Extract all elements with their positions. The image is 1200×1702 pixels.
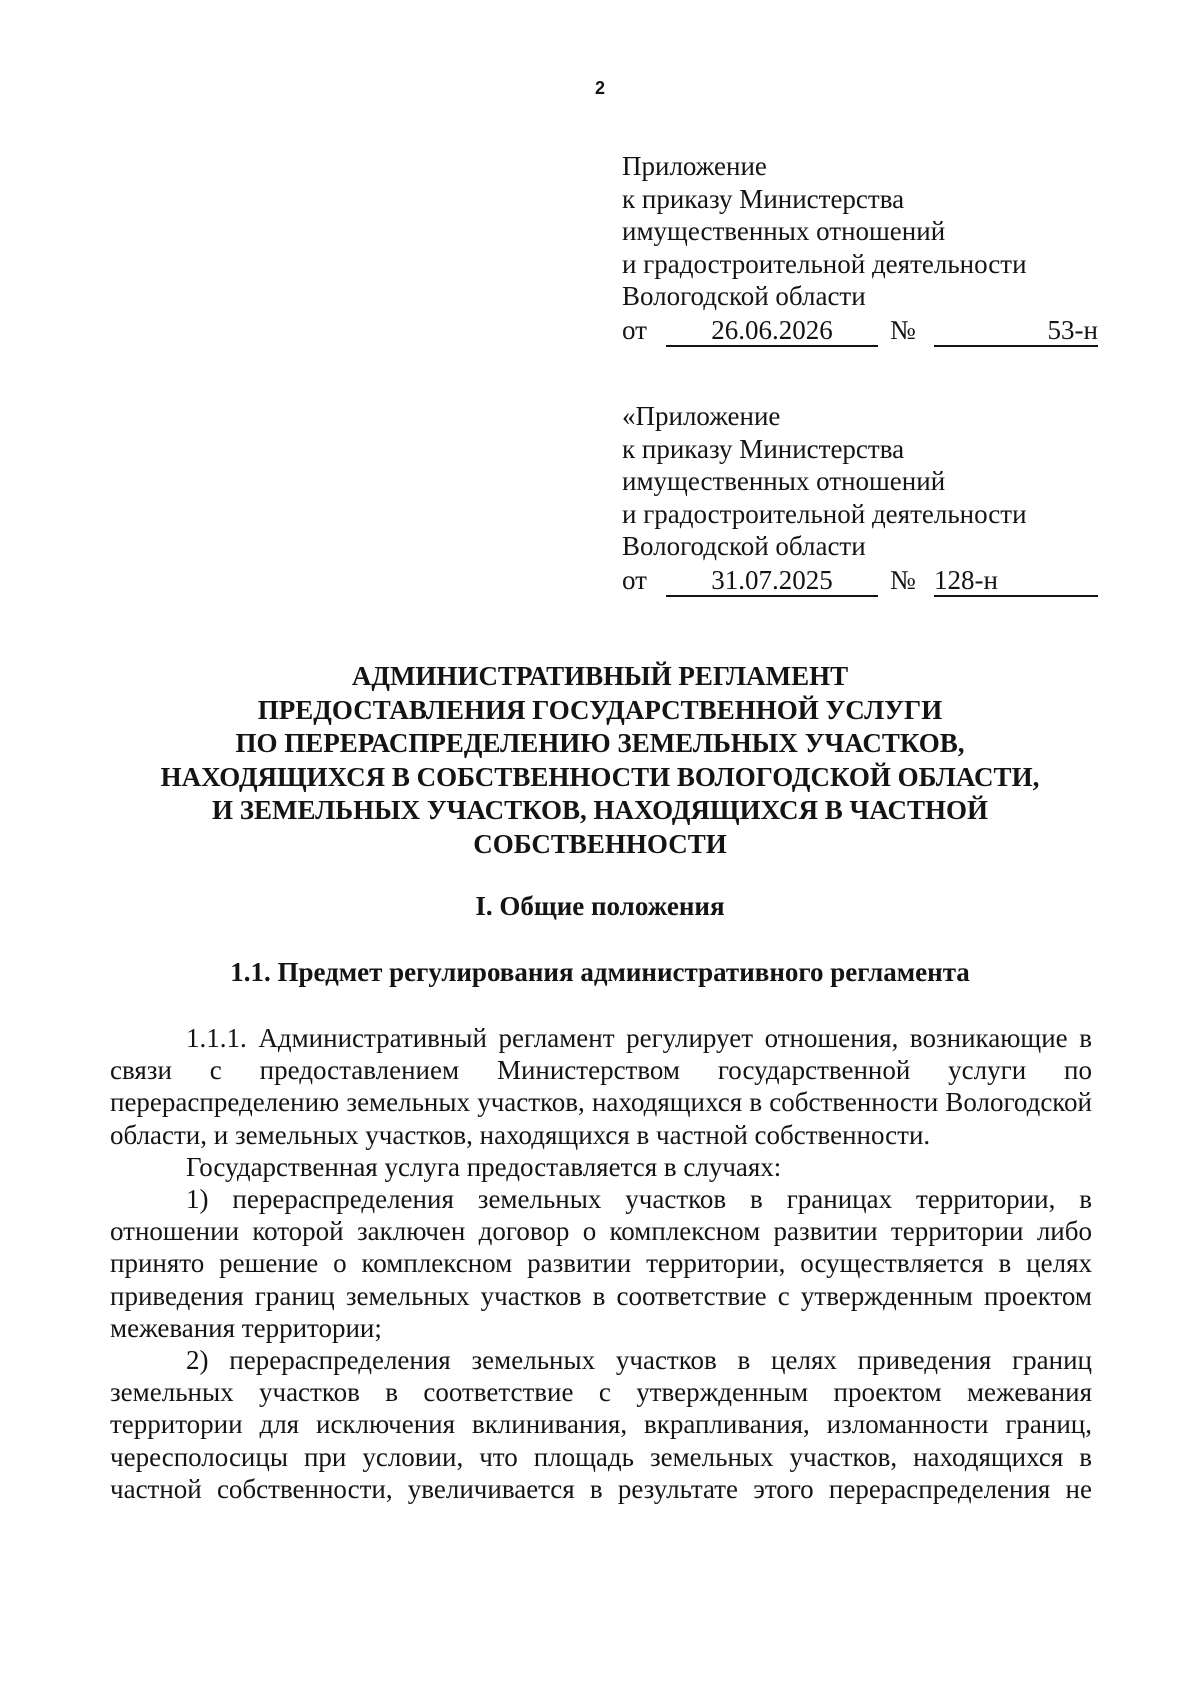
from-label: от: [622, 315, 647, 345]
order-number: 53-н: [934, 316, 1098, 347]
appendix-line: имущественных отношений: [622, 466, 946, 496]
title-line: НАХОДЯЩИХСЯ В СОБСТВЕННОСТИ ВОЛОГОДСКОЙ ОБЛАСТИ,: [160, 761, 1040, 792]
order-date: 31.07.2025: [666, 566, 878, 597]
appendix-line: Вологодской области: [622, 531, 866, 561]
appendix-line: имущественных отношений: [622, 216, 946, 246]
order-reference: [622, 563, 1102, 597]
section-heading: I. Общие положения: [475, 891, 725, 921]
appendix-line: Вологодской области: [622, 281, 866, 311]
appendix-line: «Приложение: [622, 401, 781, 431]
appendix-header-original: [622, 400, 1102, 597]
title-line: ПРЕДОСТАВЛЕНИЯ ГОСУДАРСТВЕННОЙ УСЛУГИ: [257, 694, 943, 725]
title-line: ПО ПЕРЕРАСПРЕДЕЛЕНИЮ ЗЕМЕЛЬНЫХ УЧАСТКОВ,: [235, 728, 965, 758]
title-line: И ЗЕМЕЛЬНЫХ УЧАСТКОВ, НАХОДЯЩИХСЯ В ЧАСТНОЙ: [211, 795, 989, 825]
paragraph: 2) перераспределения земельных участков в целях приведения границ земельных участков в соответствие с утвержденным проектом межевания территории для исключения вклинивания, вкрапливания, изломанности границ, чересполосицы при условии, что площадь земельных участков, находящихся в частной собственности, увеличивается в результате этого перераспределения не: [110, 1345, 1092, 1504]
document-title: [120, 660, 1080, 861]
paragraph: 1) перераспределения земельных участков в границах территории, в отношении которой заключен договор о комплексном развитии территории либо принято решение о комплексном развитии территории, осуществляется в целях приведения границ земельных участков в соответствие с утвержденным проектом межевания территории;: [110, 1184, 1092, 1343]
page-number: 2: [594, 78, 605, 98]
appendix-header-current: [622, 150, 1102, 347]
number-label: №: [890, 565, 916, 595]
from-label: от: [622, 565, 647, 595]
order-date: 26.06.2026: [666, 316, 878, 347]
appendix-line: к приказу Министерства: [622, 183, 905, 214]
title-line: СОБСТВЕННОСТИ: [473, 828, 727, 859]
body-text: [110, 1022, 1092, 1505]
appendix-line: и градостроительной деятельности: [622, 498, 1027, 529]
subsection-heading: 1.1. Предмет регулирования административного регламента: [230, 957, 970, 987]
appendix-line: и градостроительной деятельности: [622, 248, 1027, 279]
number-label: №: [890, 315, 916, 345]
order-reference: [622, 313, 1102, 347]
appendix-line: к приказу Министерства: [622, 433, 905, 464]
title-line: АДМИНИСТРАТИВНЫЙ РЕГЛАМЕНТ: [351, 661, 849, 691]
order-number: 128-н: [934, 566, 1098, 597]
paragraph: 1.1.1. Административный регламент регулирует отношения, возникающие в связи с предоставлением Министерством государственной услуги по перераспределению земельных участков, находящихся в собственности Вологодской области, и земельных участков, находящихся в частной собственности.: [110, 1023, 1092, 1150]
appendix-line: Приложение: [622, 151, 767, 181]
paragraph: Государственная услуга предоставляется в случаях:: [186, 1151, 782, 1182]
